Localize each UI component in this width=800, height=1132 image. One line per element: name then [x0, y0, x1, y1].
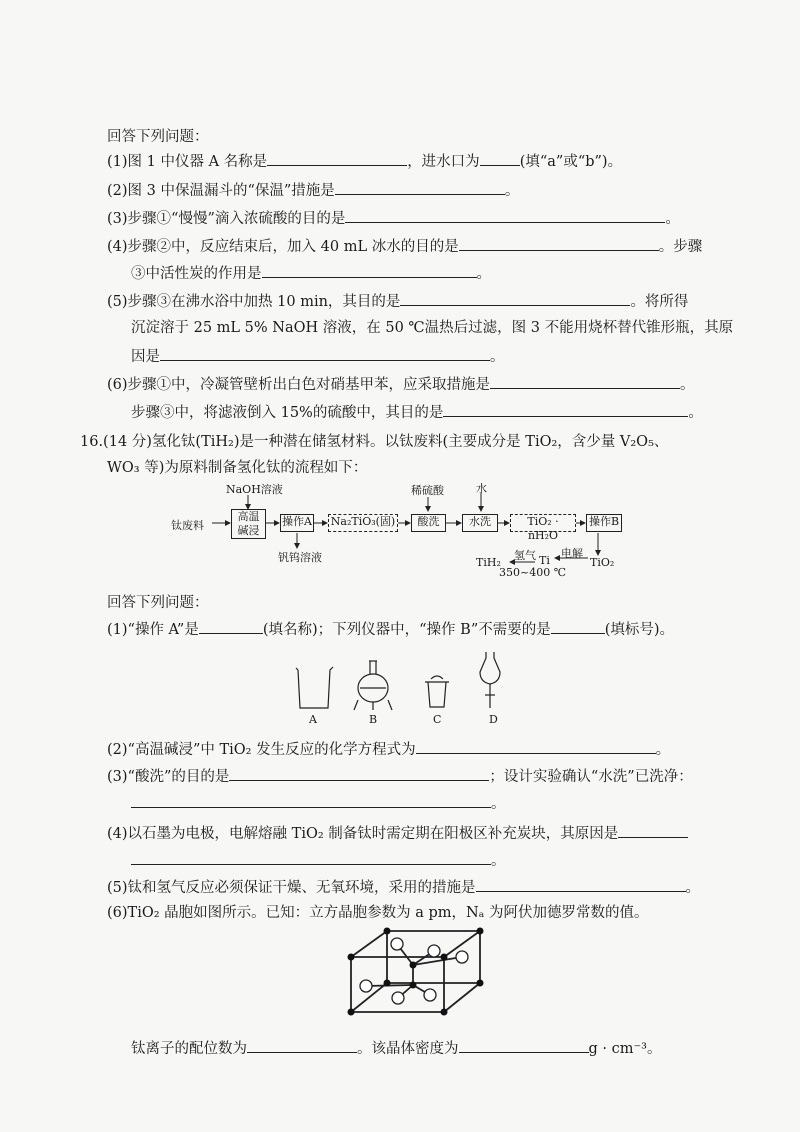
answer-blank[interactable]	[335, 180, 505, 195]
question-1: (1)图 1 中仪器 A 名称是 ，进水口为 (填“a”或“b”)。	[107, 151, 622, 172]
answer-blank[interactable]	[618, 823, 688, 838]
apparatus-label-c: C	[433, 713, 442, 726]
flow-label-electrolysis: 电解	[561, 547, 583, 560]
answer-blank[interactable]	[160, 346, 490, 361]
section-intro-2: 回答下列问题：	[107, 595, 209, 611]
question-16-4: (4)以石墨为电极，电解熔融 TiO₂ 制备钛时需定期在阳极区补充炭块，其原因是	[107, 823, 688, 844]
flow-box-tio2-hydrate: TiO₂ · nH₂O	[510, 514, 576, 532]
flow-box-alkali-leach: 高温 碱浸	[231, 509, 266, 539]
answer-blank[interactable]	[459, 1038, 589, 1053]
answer-blank[interactable]	[480, 151, 520, 166]
question-6: (6)步骤①中，冷凝管壁析出白色对硝基甲苯，应采取措施是 。	[107, 374, 695, 395]
flow-label-temp: 350~400 ℃	[499, 566, 567, 579]
answer-blank[interactable]	[229, 766, 489, 781]
problem-16-stem-2: WO₃ 等)为原料制备氢化钛的流程如下：	[107, 460, 368, 476]
question-16-6: (6)TiO₂ 晶胞如图所示。已知：立方晶胞参数为 a pm，Nₐ 为阿伏加德罗常数的值。	[107, 905, 649, 921]
question-5: (5)步骤③在沸水浴中加热 10 min，其目的是 。将所得	[107, 291, 688, 312]
answer-blank[interactable]	[551, 619, 605, 634]
flow-label-ti: Ti	[539, 554, 550, 567]
flow-label-acid: 稀硫酸	[411, 484, 444, 497]
question-5-cont: 沉淀溶于 25 mL 5% NaOH 溶液，在 50 ℃温热后过滤，图 3 不能用烧杯替代锥形瓶，其原	[131, 320, 734, 336]
question-16-3: (3)“酸洗”的目的是 ；设计实验确认“水洗”已洗净：	[107, 766, 693, 787]
answer-blank[interactable]	[247, 1038, 357, 1053]
flow-label-h2: 氢气	[514, 549, 536, 562]
flow-label-naoh: NaOH溶液	[226, 483, 283, 496]
answer-blank[interactable]	[131, 793, 491, 808]
answer-blank[interactable]	[459, 236, 659, 251]
answer-blank[interactable]	[400, 291, 630, 306]
answer-blank[interactable]	[262, 263, 477, 278]
section-intro: 回答下列问题：	[107, 129, 209, 145]
apparatus-label-b: B	[369, 713, 378, 726]
answer-blank[interactable]	[345, 208, 665, 223]
flow-label-waste: 钒钨溶液	[278, 551, 322, 564]
answer-blank[interactable]	[199, 619, 263, 634]
flow-label-tih2: TiH₂	[476, 556, 501, 569]
flow-box-operation-b: 操作B	[586, 514, 622, 532]
answer-blank[interactable]	[476, 877, 686, 892]
flow-label-tio2: TiO₂	[590, 556, 615, 569]
question-16-3-cont: 。	[131, 793, 506, 814]
question-16-7: 钛离子的配位数为 。该晶体密度为 g · cm⁻³。	[131, 1038, 661, 1059]
question-3: (3)步骤①“慢慢”滴入浓硫酸的目的是 。	[107, 208, 680, 229]
flow-box-water-wash: 水洗	[462, 514, 498, 532]
answer-blank[interactable]	[490, 374, 680, 389]
apparatus-label-a: A	[309, 713, 317, 726]
question-5-cont2: 因是 。	[131, 346, 505, 367]
answer-blank[interactable]	[267, 151, 407, 166]
flow-label-feed: 钛废料	[171, 519, 204, 532]
answer-blank[interactable]	[131, 850, 491, 865]
flow-box-na2tio3: Na₂TiO₃(固)	[328, 514, 398, 532]
question-6-cont: 步骤③中，将滤液倒入 15%的硫酸中，其目的是 。	[131, 402, 703, 423]
question-2: (2)图 3 中保温漏斗的“保温”措施是 。	[107, 180, 519, 201]
flow-box-acid-wash: 酸洗	[411, 514, 446, 532]
answer-blank[interactable]	[443, 402, 688, 417]
question-16-2: (2)“高温碱浸”中 TiO₂ 发生反应的化学方程式为 。	[107, 739, 670, 760]
question-16-5: (5)钛和氢气反应必须保证干燥、无氧环境，采用的措施是 。	[107, 877, 700, 898]
flow-label-water: 水	[476, 482, 487, 495]
apparatus-label-d: D	[489, 713, 498, 726]
question-4: (4)步骤②中，反应结束后，加入 40 mL 冰水的目的是 。步骤	[107, 236, 702, 257]
answer-blank[interactable]	[416, 739, 656, 754]
problem-16-stem: 16.(14 分)氢化钛(TiH₂)是一种潜在储氢材料。以钛废料(主要成分是 TiO₂，含少量 V₂O₅、	[80, 434, 669, 450]
flow-box-operation-a: 操作A	[280, 514, 314, 532]
question-4-cont: ③中活性炭的作用是 。	[131, 263, 491, 284]
question-16-1: (1)“操作 A”是 (填名称)；下列仪器中，“操作 B”不需要的是 (填标号)。	[107, 619, 674, 640]
question-16-4-cont: 。	[131, 850, 506, 871]
